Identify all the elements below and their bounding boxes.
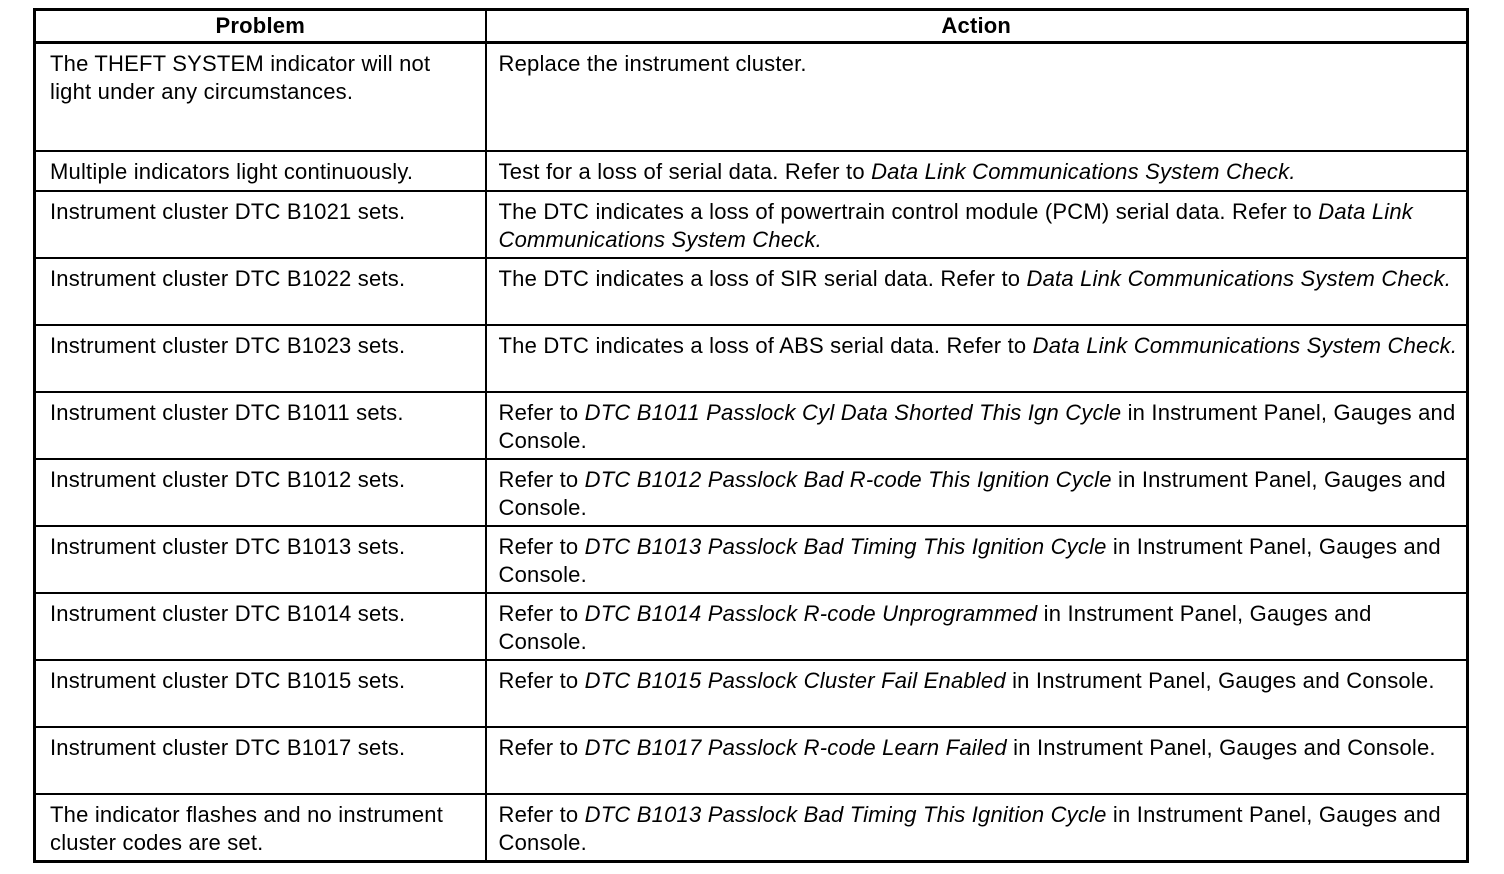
- problem-cell: Instrument cluster DTC B1015 sets.: [35, 660, 486, 727]
- problem-cell: Instrument cluster DTC B1017 sets.: [35, 727, 486, 794]
- action-text: Replace the instrument cluster.: [498, 51, 807, 76]
- table-row: [35, 151, 1468, 191]
- action-text-suffix: in Instrument Panel, Gauges and Console.: [498, 802, 1441, 855]
- action-reference: DTC B1012 Passlock Bad R-code This Ignition Cycle: [584, 467, 1112, 492]
- action-reference: DTC B1013 Passlock Bad Timing This Ignition Cycle: [584, 802, 1107, 827]
- action-reference: Data Link Communications System Check.: [1026, 266, 1452, 291]
- action-cell: [486, 727, 1468, 794]
- table-row: [35, 526, 1468, 593]
- action-text: Refer to: [498, 802, 585, 827]
- action-reference: DTC B1015 Passlock Cluster Fail Enabled: [584, 668, 1006, 693]
- action-text: Refer to: [498, 467, 585, 492]
- table-row: [35, 593, 1468, 660]
- problem-cell: Instrument cluster DTC B1013 sets.: [35, 526, 486, 593]
- action-text-suffix: in Instrument Panel, Gauges and Console.: [1005, 668, 1435, 693]
- problem-cell: Instrument cluster DTC B1011 sets.: [35, 392, 486, 459]
- action-text-suffix: in Instrument Panel, Gauges and Console.: [498, 534, 1441, 587]
- action-cell: [486, 325, 1468, 392]
- action-text-suffix: in Instrument Panel, Gauges and Console.: [498, 400, 1456, 453]
- action-text: Refer to: [498, 400, 585, 425]
- problem-column-header: Problem: [35, 10, 486, 43]
- problem-cell: The THEFT SYSTEM indicator will not light under any circumstances.: [35, 43, 486, 152]
- action-text: Refer to: [498, 735, 585, 760]
- action-text: The DTC indicates a loss of SIR serial data. Refer to: [498, 266, 1027, 291]
- action-reference: Data Link Communications System Check.: [498, 199, 1413, 252]
- table-row: [35, 258, 1468, 325]
- action-reference: Data Link Communications System Check.: [871, 159, 1296, 184]
- action-text: Test for a loss of serial data. Refer to: [498, 159, 872, 184]
- problem-cell: Instrument cluster DTC B1012 sets.: [35, 459, 486, 526]
- action-reference: DTC B1014 Passlock R-code Unprogrammed: [584, 601, 1038, 626]
- action-text: Refer to: [498, 534, 585, 559]
- action-text-suffix: in Instrument Panel, Gauges and Console.: [498, 467, 1446, 520]
- table-row: [35, 392, 1468, 459]
- action-text-suffix: in Instrument Panel, Gauges and Console.: [498, 601, 1372, 654]
- action-cell: [486, 794, 1468, 862]
- diagnostic-table: [33, 8, 1469, 863]
- action-text: Refer to: [498, 601, 585, 626]
- problem-cell: Instrument cluster DTC B1023 sets.: [35, 325, 486, 392]
- action-reference: DTC B1013 Passlock Bad Timing This Ignition Cycle: [584, 534, 1107, 559]
- action-cell: [486, 459, 1468, 526]
- table-row: [35, 727, 1468, 794]
- problem-cell: Multiple indicators light continuously.: [35, 151, 486, 191]
- action-column-header: Action: [486, 10, 1468, 43]
- action-cell: [486, 392, 1468, 459]
- action-cell: [486, 258, 1468, 325]
- problem-cell: The indicator flashes and no instrument cluster codes are set.: [35, 794, 486, 862]
- action-cell: [486, 191, 1468, 258]
- action-cell: [486, 43, 1468, 152]
- action-reference: DTC B1017 Passlock R-code Learn Failed: [584, 735, 1007, 760]
- action-cell: [486, 151, 1468, 191]
- table-row: [35, 794, 1468, 862]
- action-text: The DTC indicates a loss of powertrain control module (PCM) serial data. Refer to: [498, 199, 1319, 224]
- action-text-suffix: in Instrument Panel, Gauges and Console.: [1006, 735, 1436, 760]
- action-text: The DTC indicates a loss of ABS serial data. Refer to: [498, 333, 1033, 358]
- action-reference: DTC B1011 Passlock Cyl Data Shorted This Ign Cycle: [584, 400, 1122, 425]
- header-row: [35, 10, 1468, 43]
- problem-cell: Instrument cluster DTC B1021 sets.: [35, 191, 486, 258]
- action-cell: [486, 593, 1468, 660]
- action-cell: [486, 526, 1468, 593]
- table-row: [35, 459, 1468, 526]
- problem-cell: Instrument cluster DTC B1014 sets.: [35, 593, 486, 660]
- table-row: [35, 191, 1468, 258]
- problem-cell: Instrument cluster DTC B1022 sets.: [35, 258, 486, 325]
- table-row: [35, 43, 1468, 152]
- action-cell: [486, 660, 1468, 727]
- action-reference: Data Link Communications System Check.: [1032, 333, 1458, 358]
- table-row: [35, 325, 1468, 392]
- action-text: Refer to: [498, 668, 585, 693]
- table-row: [35, 660, 1468, 727]
